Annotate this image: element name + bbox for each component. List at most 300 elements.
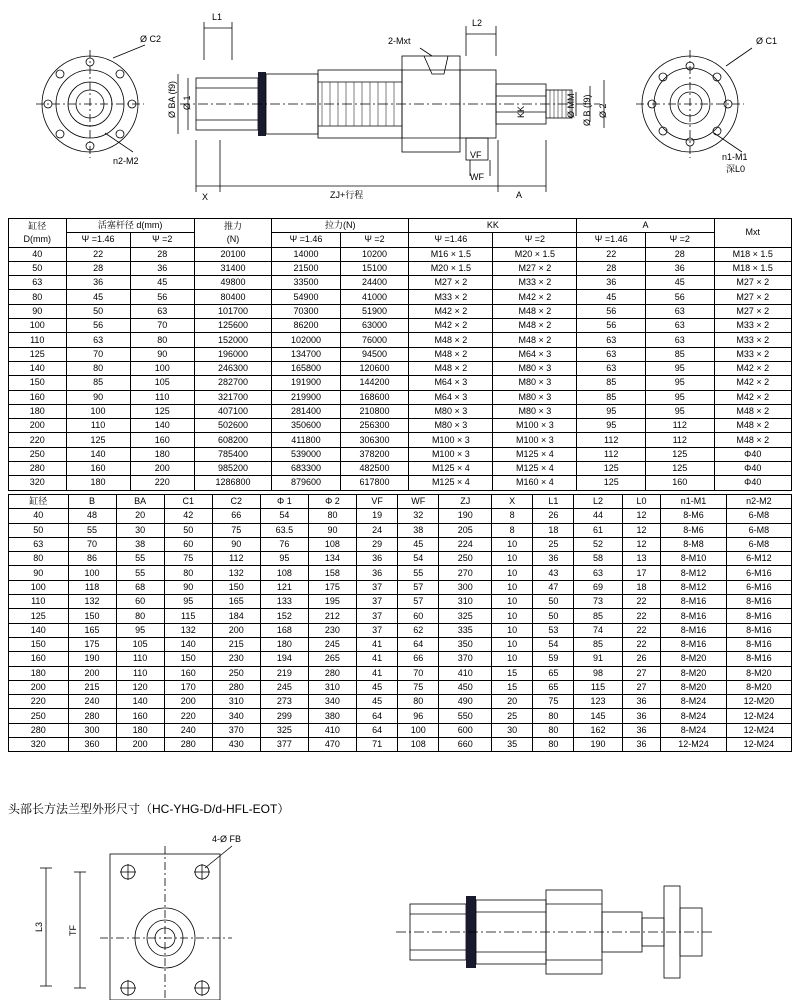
table-cell: 63 xyxy=(130,304,194,318)
table-cell: 12-M24 xyxy=(726,738,791,752)
table-cell: 70 xyxy=(68,537,116,551)
table-cell: 250 xyxy=(9,709,69,723)
table-cell: 101700 xyxy=(194,304,271,318)
table-cell: 134 xyxy=(308,552,356,566)
table-cell: 200 xyxy=(9,419,67,433)
table-cell: 12-M24 xyxy=(726,709,791,723)
table-cell: 28 xyxy=(577,261,646,275)
table-header-row xyxy=(9,219,792,233)
table2-header-cell: 缸径 xyxy=(9,495,69,509)
spec-table-dimensions xyxy=(8,494,792,752)
table-cell: 36 xyxy=(356,566,397,580)
table-cell: 270 xyxy=(439,566,492,580)
table-row xyxy=(9,566,792,580)
table-cell: 200 xyxy=(116,738,164,752)
table-cell: 50 xyxy=(533,595,574,609)
table-cell: 6-M16 xyxy=(726,566,791,580)
table-cell: 102000 xyxy=(272,333,341,347)
table-cell: M48 × 2 xyxy=(493,304,577,318)
table-cell: 220 xyxy=(9,433,67,447)
table-cell: M33 × 2 xyxy=(493,276,577,290)
table-cell: 10 xyxy=(492,595,533,609)
table-cell: 63000 xyxy=(340,319,409,333)
table2-header-cell: B xyxy=(68,495,116,509)
table-cell: 411800 xyxy=(272,433,341,447)
table-row xyxy=(9,537,792,551)
table-cell: M48 × 2 xyxy=(714,419,791,433)
table-cell: 8-M16 xyxy=(726,609,791,623)
table-cell: 12-M20 xyxy=(726,695,791,709)
table-cell: 190 xyxy=(439,509,492,523)
table-cell: 37 xyxy=(356,595,397,609)
table-row xyxy=(9,695,792,709)
table-cell: M18 × 1.5 xyxy=(714,247,791,261)
table-cell: 120600 xyxy=(340,361,409,375)
table-cell: 55 xyxy=(116,566,164,580)
th-a-2: Ψ =2 xyxy=(645,233,714,247)
table-row xyxy=(9,433,792,447)
table-cell: Φ40 xyxy=(714,476,791,490)
table-cell: 150 xyxy=(68,609,116,623)
table-cell: 160 xyxy=(130,433,194,447)
table-cell: 31400 xyxy=(194,261,271,275)
label-n1M1: n1-M1 xyxy=(722,152,748,162)
table-cell: 12 xyxy=(622,523,661,537)
table-cell: 150 xyxy=(9,637,69,651)
table-cell: 108 xyxy=(260,566,308,580)
table-cell: 12 xyxy=(622,537,661,551)
table-cell: 13 xyxy=(622,552,661,566)
table-cell: 85 xyxy=(645,347,714,361)
table-cell: 360 xyxy=(68,738,116,752)
table-cell: 76 xyxy=(260,537,308,551)
table-cell: 550 xyxy=(439,709,492,723)
table-cell: 310 xyxy=(308,680,356,694)
table-cell: 18 xyxy=(622,580,661,594)
table-cell: 100 xyxy=(9,319,67,333)
table-cell: 168600 xyxy=(340,390,409,404)
table-cell: 6-M8 xyxy=(726,523,791,537)
table-cell: 196000 xyxy=(194,347,271,361)
table-cell: 220 xyxy=(130,476,194,490)
table-cell: 95 xyxy=(645,404,714,418)
table-cell: 57 xyxy=(398,595,439,609)
table-cell: 95 xyxy=(260,552,308,566)
table-cell: 20 xyxy=(116,509,164,523)
table-cell: 85 xyxy=(574,609,622,623)
table-cell: 59 xyxy=(533,652,574,666)
table-cell: 80 xyxy=(398,695,439,709)
table-cell: 180 xyxy=(116,723,164,737)
table-cell: 123 xyxy=(574,695,622,709)
table-cell: 22 xyxy=(622,595,661,609)
table-row xyxy=(9,609,792,623)
label-C2: Ø C2 xyxy=(140,34,162,44)
table-cell: 539000 xyxy=(272,447,341,461)
table-cell: 115 xyxy=(574,680,622,694)
table-cell: 195 xyxy=(308,595,356,609)
table-cell: 410 xyxy=(439,666,492,680)
table-cell: 120 xyxy=(116,680,164,694)
table-cell: 180 xyxy=(130,447,194,461)
table-cell: 110 xyxy=(116,666,164,680)
table-cell: 200 xyxy=(9,680,69,694)
table-cell: 52 xyxy=(574,537,622,551)
table-cell: M100 × 3 xyxy=(493,419,577,433)
table-cell: 49800 xyxy=(194,276,271,290)
table-cell: 56 xyxy=(645,290,714,304)
table-cell: 273 xyxy=(260,695,308,709)
table-cell: M48 × 2 xyxy=(714,433,791,447)
table-cell: 8 xyxy=(492,523,533,537)
table-cell: M125 × 4 xyxy=(409,476,493,490)
table-cell: 165 xyxy=(68,623,116,637)
table2-header-cell: ZJ xyxy=(439,495,492,509)
table-cell: 115 xyxy=(164,609,212,623)
table-cell: 191900 xyxy=(272,376,341,390)
table-row xyxy=(9,652,792,666)
table-cell: M27 × 2 xyxy=(409,276,493,290)
table-cell: 60 xyxy=(398,609,439,623)
table-cell: 96 xyxy=(398,709,439,723)
table2-header-cell: L2 xyxy=(574,495,622,509)
table-cell: 219 xyxy=(260,666,308,680)
table-cell: 280 xyxy=(308,666,356,680)
table-cell: 85 xyxy=(577,390,646,404)
table-row xyxy=(9,361,792,375)
table2-header-cell: L1 xyxy=(533,495,574,509)
table-cell: 50 xyxy=(66,304,130,318)
table-cell: 21500 xyxy=(272,261,341,275)
table-cell: M125 × 4 xyxy=(493,462,577,476)
table-cell: 53 xyxy=(533,623,574,637)
table-cell: 15 xyxy=(492,666,533,680)
th-a-146: Ψ =1.46 xyxy=(577,233,646,247)
label-VF: VF xyxy=(470,150,482,160)
table-cell: 180 xyxy=(9,666,69,680)
table-cell: 245 xyxy=(260,680,308,694)
table-cell: 20100 xyxy=(194,247,271,261)
table-cell: 36 xyxy=(622,723,661,737)
table-cell: 76000 xyxy=(340,333,409,347)
table-cell: 10200 xyxy=(340,247,409,261)
table2-header-cell: WF xyxy=(398,495,439,509)
table-cell: 224 xyxy=(439,537,492,551)
table-cell: 8-M20 xyxy=(661,680,726,694)
table-cell: M42 × 2 xyxy=(493,290,577,304)
table-cell: 205 xyxy=(439,523,492,537)
table-cell: 8-M16 xyxy=(726,595,791,609)
table-cell: 219900 xyxy=(272,390,341,404)
table-cell: 300 xyxy=(439,580,492,594)
table-cell: 22 xyxy=(622,623,661,637)
table-cell: 63.5 xyxy=(260,523,308,537)
label-A: A xyxy=(516,190,523,200)
th-pull-146: Ψ =1.46 xyxy=(272,233,341,247)
table-cell: 321700 xyxy=(194,390,271,404)
table-cell: 37 xyxy=(356,623,397,637)
table-cell: 22 xyxy=(622,609,661,623)
table-cell: 38 xyxy=(116,537,164,551)
table-cell: 42 xyxy=(164,509,212,523)
table-cell: 41 xyxy=(356,637,397,651)
table-cell: 256300 xyxy=(340,419,409,433)
table-cell: 340 xyxy=(212,709,260,723)
table-cell: 80 xyxy=(533,723,574,737)
table-cell: 280 xyxy=(68,709,116,723)
table-cell: 41 xyxy=(356,652,397,666)
table-cell: 160 xyxy=(9,652,69,666)
table-cell: 95 xyxy=(116,623,164,637)
table-cell: 33500 xyxy=(272,276,341,290)
table-cell: 45 xyxy=(356,695,397,709)
table-row xyxy=(9,404,792,418)
table-cell: 28 xyxy=(130,247,194,261)
table-cell: 144200 xyxy=(340,376,409,390)
table-2-wrapper xyxy=(8,494,792,752)
table-cell: 70300 xyxy=(272,304,341,318)
table-cell: 150 xyxy=(9,376,67,390)
table-cell: 80 xyxy=(164,566,212,580)
table-cell: 80 xyxy=(533,709,574,723)
table-cell: 450 xyxy=(439,680,492,694)
table-cell: 28 xyxy=(645,247,714,261)
table-cell: 125 xyxy=(130,404,194,418)
table-cell: 10 xyxy=(492,537,533,551)
table-cell: 80 xyxy=(66,361,130,375)
table-cell: 240 xyxy=(68,695,116,709)
table-cell: 180 xyxy=(260,637,308,651)
table-cell: 140 xyxy=(9,361,67,375)
table-cell: 280 xyxy=(212,680,260,694)
table-cell: 152000 xyxy=(194,333,271,347)
table-cell: 160 xyxy=(164,666,212,680)
table-cell: 36 xyxy=(622,709,661,723)
table-cell: 63 xyxy=(577,333,646,347)
table-cell: M80 × 3 xyxy=(409,404,493,418)
table-cell: 64 xyxy=(356,709,397,723)
table-cell: 75 xyxy=(533,695,574,709)
table-cell: 160 xyxy=(116,709,164,723)
table-cell: 36 xyxy=(130,261,194,275)
table-row xyxy=(9,276,792,290)
table-cell: 184 xyxy=(212,609,260,623)
table-cell: 60 xyxy=(164,537,212,551)
label-D1: Ø 1 xyxy=(182,95,192,110)
table-cell: 215 xyxy=(68,680,116,694)
table-cell: 118 xyxy=(68,580,116,594)
table-cell: 54 xyxy=(260,509,308,523)
table-cell: 280 xyxy=(164,738,212,752)
table-cell: 660 xyxy=(439,738,492,752)
table-cell: 85 xyxy=(577,376,646,390)
table-cell: 280 xyxy=(9,462,67,476)
table-cell: 280 xyxy=(9,723,69,737)
table-cell: M100 × 3 xyxy=(409,433,493,447)
table-cell: 15100 xyxy=(340,261,409,275)
table-cell: 51900 xyxy=(340,304,409,318)
table-cell: 22 xyxy=(622,637,661,651)
table-cell: 70 xyxy=(398,666,439,680)
table-cell: M42 × 2 xyxy=(409,319,493,333)
table-cell: 8-M24 xyxy=(661,723,726,737)
table-cell: 12-M24 xyxy=(661,738,726,752)
table-cell: 220 xyxy=(164,709,212,723)
table-cell: 24 xyxy=(356,523,397,537)
label-WF: WF xyxy=(470,172,484,182)
table-cell: 56 xyxy=(577,304,646,318)
table-cell: 600 xyxy=(439,723,492,737)
table-cell: 30 xyxy=(116,523,164,537)
table-cell: 50 xyxy=(164,523,212,537)
table-row xyxy=(9,580,792,594)
table-cell: 63 xyxy=(645,319,714,333)
table-cell: 407100 xyxy=(194,404,271,418)
table-cell: 45 xyxy=(130,276,194,290)
table-cell: 69 xyxy=(574,580,622,594)
table-cell: 350600 xyxy=(272,419,341,433)
table-cell: 80 xyxy=(130,333,194,347)
table-cell: M42 × 2 xyxy=(714,390,791,404)
table-cell: 15 xyxy=(492,680,533,694)
table-cell: 160 xyxy=(9,390,67,404)
table-cell: 32 xyxy=(398,509,439,523)
table-cell: 8-M24 xyxy=(661,695,726,709)
table-cell: 63 xyxy=(9,276,67,290)
table2-header-cell: L0 xyxy=(622,495,661,509)
table-cell: 152 xyxy=(260,609,308,623)
table-cell: 200 xyxy=(212,623,260,637)
th-kk-146: Ψ =1.46 xyxy=(409,233,493,247)
table-cell: M18 × 1.5 xyxy=(714,261,791,275)
table2-header-row xyxy=(9,495,792,509)
table-row xyxy=(9,247,792,261)
th-pull-2: Ψ =2 xyxy=(340,233,409,247)
table-cell: M20 × 1.5 xyxy=(409,261,493,275)
table-cell: 50 xyxy=(9,261,67,275)
table-cell: 18 xyxy=(533,523,574,537)
table-cell: 212 xyxy=(308,609,356,623)
table-cell: 6-M12 xyxy=(726,552,791,566)
table-cell: 175 xyxy=(308,580,356,594)
table-cell: 132 xyxy=(212,566,260,580)
table-cell: 90 xyxy=(66,390,130,404)
table2-header-cell: n1-M1 xyxy=(661,495,726,509)
table-cell: M64 × 3 xyxy=(493,347,577,361)
table-cell: 14000 xyxy=(272,247,341,261)
table-cell: 43 xyxy=(533,566,574,580)
table-cell: 95 xyxy=(645,376,714,390)
table-cell: 265 xyxy=(308,652,356,666)
table-cell: 10 xyxy=(492,580,533,594)
table-cell: 112 xyxy=(577,433,646,447)
table-cell: 608200 xyxy=(194,433,271,447)
table-cell: 110 xyxy=(130,390,194,404)
table-cell: M48 × 2 xyxy=(493,333,577,347)
table2-header-cell: VF xyxy=(356,495,397,509)
th-kk-2: Ψ =2 xyxy=(493,233,577,247)
table-cell: 80400 xyxy=(194,290,271,304)
table-cell: 470 xyxy=(308,738,356,752)
table-cell: 63 xyxy=(9,537,69,551)
table-cell: 85 xyxy=(66,376,130,390)
spec-table-thrust xyxy=(8,218,792,491)
table-cell: 95 xyxy=(645,390,714,404)
table-row xyxy=(9,333,792,347)
table-cell: 490 xyxy=(439,695,492,709)
bottom-flange-drawing xyxy=(0,828,800,1000)
table-cell: 210800 xyxy=(340,404,409,418)
table-cell: 10 xyxy=(492,623,533,637)
table-cell: 40 xyxy=(9,247,67,261)
label-B2: Ø B (f9) xyxy=(582,94,592,126)
table-cell: Φ40 xyxy=(714,462,791,476)
table-cell: 180 xyxy=(9,404,67,418)
th-kk: KK xyxy=(409,219,577,233)
table-row xyxy=(9,347,792,361)
table-cell: 22 xyxy=(577,247,646,261)
table-cell: 170 xyxy=(164,680,212,694)
table-cell: M33 × 2 xyxy=(714,347,791,361)
table-cell: 134700 xyxy=(272,347,341,361)
table-cell: M80 × 3 xyxy=(493,390,577,404)
table-cell: 340 xyxy=(308,695,356,709)
table-cell: 50 xyxy=(533,609,574,623)
table-cell: 112 xyxy=(645,419,714,433)
table-cell: M80 × 3 xyxy=(493,376,577,390)
table-cell: 45 xyxy=(66,290,130,304)
table-cell: 10 xyxy=(492,652,533,666)
label-TF: TF xyxy=(68,925,78,936)
table-cell: 56 xyxy=(130,290,194,304)
table-cell: 70 xyxy=(66,347,130,361)
table-cell: 63 xyxy=(577,347,646,361)
table-cell: 125600 xyxy=(194,319,271,333)
table-cell: 190 xyxy=(68,652,116,666)
table-cell: M42 × 2 xyxy=(409,304,493,318)
table-cell: 112 xyxy=(577,447,646,461)
label-n2M2: n2-M2 xyxy=(113,156,139,166)
table-cell: 37 xyxy=(356,580,397,594)
table-row xyxy=(9,738,792,752)
table-cell: 377 xyxy=(260,738,308,752)
table-cell: 1286800 xyxy=(194,476,271,490)
table-cell: 325 xyxy=(439,609,492,623)
table-cell: 140 xyxy=(9,623,69,637)
table-cell: 30 xyxy=(492,723,533,737)
table-cell: 100 xyxy=(130,361,194,375)
table-cell: 63 xyxy=(574,566,622,580)
table-cell: 125 xyxy=(577,476,646,490)
table-cell: 6-M8 xyxy=(726,537,791,551)
table-cell: 22 xyxy=(66,247,130,261)
table-cell: 6-M16 xyxy=(726,580,791,594)
table-cell: 617800 xyxy=(340,476,409,490)
table-cell: 75 xyxy=(212,523,260,537)
table-cell: 125 xyxy=(9,347,67,361)
table-cell: 140 xyxy=(130,419,194,433)
table-cell: M27 × 2 xyxy=(714,276,791,290)
table-cell: 121 xyxy=(260,580,308,594)
table-cell: 240 xyxy=(164,723,212,737)
table-row xyxy=(9,666,792,680)
table-cell: 100 xyxy=(9,580,69,594)
table-cell: 250 xyxy=(212,666,260,680)
table-cell: 73 xyxy=(574,595,622,609)
table-cell: 36 xyxy=(622,695,661,709)
table-cell: 335 xyxy=(439,623,492,637)
table-cell: 482500 xyxy=(340,462,409,476)
